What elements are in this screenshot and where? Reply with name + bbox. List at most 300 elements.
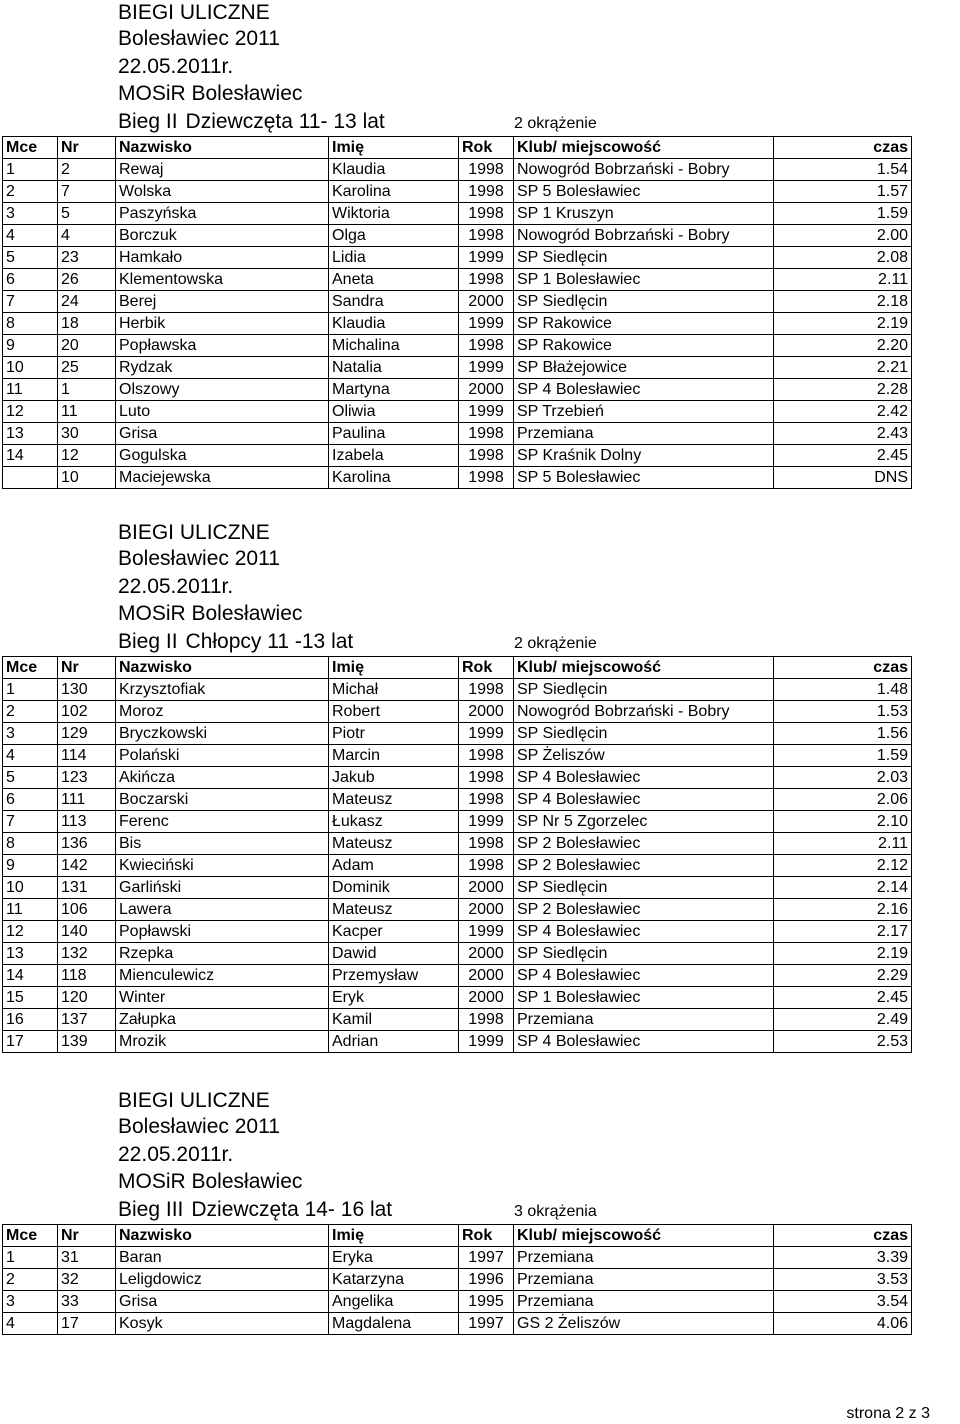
table-row [3,291,912,313]
race-name: Bieg II [118,110,178,133]
table-cell: Nowogród Bobrzański - Bobry [514,225,774,247]
table-cell: 8 [3,833,58,855]
table-cell: 2 [58,159,116,181]
table-cell: 2.08 [774,247,912,269]
column-header: Imię [329,137,459,159]
column-header: Klub/ miejscowość [514,1225,774,1247]
table-cell: Przemiana [514,1291,774,1313]
table-cell: 2.42 [774,401,912,423]
table-cell: 1 [3,679,58,701]
table-cell: Popławski [116,921,329,943]
table-cell: 130 [58,679,116,701]
table-row [3,335,912,357]
table-cell: Berej [116,291,329,313]
table-row [3,313,912,335]
table-cell: Olszowy [116,379,329,401]
table-row [3,1247,912,1269]
table-cell: SP 4 Bolesławiec [514,379,774,401]
table-cell: 4.06 [774,1313,912,1335]
table-row [3,203,912,225]
table-cell: Mateusz [329,899,459,921]
table-cell: SP Nr 5 Zgorzelec [514,811,774,833]
table-cell: Marcin [329,745,459,767]
table-cell: 25 [58,357,116,379]
table-cell: 1997 [459,1247,514,1269]
table-row [3,1313,912,1335]
table-cell: SP 4 Bolesławiec [514,1031,774,1053]
table-cell: SP Siedlęcin [514,877,774,899]
table-cell: Łukasz [329,811,459,833]
table-cell: 2000 [459,987,514,1009]
table-cell: SP 1 Kruszyn [514,203,774,225]
table-cell: 13 [3,423,58,445]
table-cell: Piotr [329,723,459,745]
event-title: BIEGI ULICZNE [118,521,270,544]
table-cell: SP Żeliszów [514,745,774,767]
laps-count: 2 okrążenie [514,115,597,132]
event-city: Bolesławiec 2011 [118,547,280,570]
table-cell: 102 [58,701,116,723]
table-cell: 26 [58,269,116,291]
table-row [3,467,912,489]
table-cell: Lawera [116,899,329,921]
table-cell: Michał [329,679,459,701]
column-header: czas [774,1225,912,1247]
table-cell: 2000 [459,379,514,401]
table-cell: SP 4 Bolesławiec [514,965,774,987]
table-cell: Bryczkowski [116,723,329,745]
table-row [3,1031,912,1053]
table-cell: Przemiana [514,1247,774,1269]
table-cell: 1998 [459,767,514,789]
table-cell: 4 [3,745,58,767]
table-cell: 1.56 [774,723,912,745]
table-cell: 20 [58,335,116,357]
table-cell: SP 2 Bolesławiec [514,833,774,855]
table-cell: Adam [329,855,459,877]
table-cell: 2000 [459,943,514,965]
table-cell: 1999 [459,357,514,379]
table-cell: 4 [58,225,116,247]
table-cell: 1999 [459,247,514,269]
table-cell: Natalia [329,357,459,379]
table-row [3,921,912,943]
table-cell: 11 [58,401,116,423]
table-cell: 30 [58,423,116,445]
table-cell: 5 [58,203,116,225]
race-title [118,629,353,655]
table-row [3,423,912,445]
column-header: czas [774,657,912,679]
table-cell: 1998 [459,855,514,877]
event-date: 22.05.2011r. [118,575,234,598]
table-cell: Ferenc [116,811,329,833]
table-cell: Przemysław [329,965,459,987]
table-row [3,357,912,379]
table-cell: 12 [3,401,58,423]
table-cell: 139 [58,1031,116,1053]
table-cell: Oliwia [329,401,459,423]
table-cell: Wolska [116,181,329,203]
table-cell: 1999 [459,811,514,833]
table-cell: 16 [3,1009,58,1031]
table-cell: 8 [3,313,58,335]
table-cell: SP 4 Bolesławiec [514,921,774,943]
table-cell: 2.19 [774,943,912,965]
table-cell: 114 [58,745,116,767]
table-cell: 2 [3,181,58,203]
table-cell: 131 [58,877,116,899]
table-cell: Katarzyna [329,1269,459,1291]
table-cell: Herbik [116,313,329,335]
table-cell: Rewaj [116,159,329,181]
table-cell: 1998 [459,269,514,291]
table-cell: 1996 [459,1269,514,1291]
column-header: czas [774,137,912,159]
table-cell: Michalina [329,335,459,357]
table-cell: 2.16 [774,899,912,921]
event-city: Bolesławiec 2011 [118,27,280,50]
table-cell: 2.20 [774,335,912,357]
table-cell: DNS [774,467,912,489]
table-cell: 17 [58,1313,116,1335]
column-header: Nazwisko [116,1225,329,1247]
table-cell: 137 [58,1009,116,1031]
table-cell: 1 [3,159,58,181]
table-cell: 140 [58,921,116,943]
table-cell: Borczuk [116,225,329,247]
table-cell: Garliński [116,877,329,899]
table-cell: Dominik [329,877,459,899]
column-header: Rok [459,137,514,159]
table-cell: 14 [3,965,58,987]
column-header: Rok [459,1225,514,1247]
table-cell: SP 4 Bolesławiec [514,789,774,811]
table-cell: 12 [3,921,58,943]
table-cell: Kwieciński [116,855,329,877]
table-row [3,833,912,855]
table-cell: SP 4 Bolesławiec [514,767,774,789]
table-cell: Karolina [329,181,459,203]
table-cell: 2.14 [774,877,912,899]
table-cell: Robert [329,701,459,723]
column-header: Nr [58,657,116,679]
table-cell: 129 [58,723,116,745]
table-cell: 33 [58,1291,116,1313]
table-cell: Grisa [116,423,329,445]
table-cell: SP Siedlęcin [514,247,774,269]
table-cell: 6 [3,269,58,291]
table-cell: Przemiana [514,423,774,445]
race-name: Bieg III [118,1198,184,1221]
page-number: strona 2 z 3 [846,1405,930,1422]
table-cell: Olga [329,225,459,247]
table-cell: Sandra [329,291,459,313]
table-cell: SP 2 Bolesławiec [514,855,774,877]
event-organizer: MOSiR Bolesławiec [118,1170,303,1193]
results-table [2,656,912,1053]
table-cell: 136 [58,833,116,855]
table-cell: SP Siedlęcin [514,943,774,965]
column-header: Nr [58,137,116,159]
table-cell: 11 [3,899,58,921]
table-cell: 1998 [459,159,514,181]
table-cell: 1999 [459,401,514,423]
race-title [118,1197,392,1223]
table-cell: Mienculewicz [116,965,329,987]
table-row [3,767,912,789]
table-cell: SP 2 Bolesławiec [514,899,774,921]
table-cell: 1998 [459,423,514,445]
table-cell: Wiktoria [329,203,459,225]
column-header: Klub/ miejscowość [514,137,774,159]
table-cell: 1.59 [774,203,912,225]
table-cell: 2000 [459,701,514,723]
table-cell: 1999 [459,921,514,943]
table-cell: 17 [3,1031,58,1053]
table-row [3,269,912,291]
table-cell: Mateusz [329,789,459,811]
table-row [3,877,912,899]
table-cell: 12 [58,445,116,467]
race-category: Dziewczęta 11- 13 lat [185,110,385,133]
results-table [2,1224,912,1335]
table-row [3,701,912,723]
table-cell: Gogulska [116,445,329,467]
column-header: Mce [3,137,58,159]
table-cell: Polański [116,745,329,767]
table-row [3,789,912,811]
table-cell: Mrozik [116,1031,329,1053]
table-cell: Leligdowicz [116,1269,329,1291]
race-category: Chłopcy 11 -13 lat [185,630,354,653]
table-cell: 2.49 [774,1009,912,1031]
table-cell: SP 5 Bolesławiec [514,181,774,203]
table-cell: 10 [3,357,58,379]
table-cell: 1.59 [774,745,912,767]
laps-count: 3 okrążenia [514,1203,597,1220]
column-header: Nr [58,1225,116,1247]
column-header: Klub/ miejscowość [514,657,774,679]
table-row [3,899,912,921]
table-cell: 3 [3,1291,58,1313]
table-cell: 2 [3,1269,58,1291]
table-row [3,965,912,987]
table-cell: 1998 [459,445,514,467]
table-cell: 4 [3,1313,58,1335]
table-cell: 1999 [459,1031,514,1053]
table-cell: Lidia [329,247,459,269]
table-cell: 1998 [459,833,514,855]
table-cell: 111 [58,789,116,811]
table-cell: Klaudia [329,313,459,335]
laps-count: 2 okrążenie [514,635,597,652]
table-cell: 32 [58,1269,116,1291]
table-cell: SP Rakowice [514,335,774,357]
table-cell: Luto [116,401,329,423]
table-cell: SP Kraśnik Dolny [514,445,774,467]
table-cell: 1.53 [774,701,912,723]
table-cell: 1998 [459,1009,514,1031]
table-cell: 1 [58,379,116,401]
table-cell: 118 [58,965,116,987]
table-cell: 9 [3,335,58,357]
table-cell: SP Siedlęcin [514,291,774,313]
table-row [3,679,912,701]
table-cell: 2.19 [774,313,912,335]
table-cell: 2.06 [774,789,912,811]
table-header-row [3,657,912,679]
table-cell: 23 [58,247,116,269]
table-cell: Karolina [329,467,459,489]
table-cell: 2000 [459,291,514,313]
table-cell: 1999 [459,723,514,745]
table-cell: GS 2 Żeliszów [514,1313,774,1335]
table-cell: 1998 [459,679,514,701]
table-cell: 2.03 [774,767,912,789]
table-cell: 2.17 [774,921,912,943]
table-cell: SP 1 Bolesławiec [514,269,774,291]
table-cell: Kosyk [116,1313,329,1335]
table-cell: Mateusz [329,833,459,855]
event-title: BIEGI ULICZNE [118,1,270,24]
table-cell: 2.18 [774,291,912,313]
table-cell: Izabela [329,445,459,467]
column-header: Mce [3,1225,58,1247]
race-category: Dziewczęta 14- 16 lat [191,1198,393,1221]
table-cell: 10 [3,877,58,899]
table-cell: Rydzak [116,357,329,379]
table-cell: Krzysztofiak [116,679,329,701]
event-organizer: MOSiR Bolesławiec [118,82,303,105]
table-cell: Martyna [329,379,459,401]
table-cell: 3 [3,203,58,225]
table-cell: 132 [58,943,116,965]
race-name: Bieg II [118,630,178,653]
table-cell: 1998 [459,745,514,767]
table-cell: Adrian [329,1031,459,1053]
table-row [3,1291,912,1313]
table-cell: 7 [3,291,58,313]
table-cell: Boczarski [116,789,329,811]
table-cell: SP Siedlęcin [514,723,774,745]
table-cell: 2.29 [774,965,912,987]
table-row [3,987,912,1009]
table-cell: Jakub [329,767,459,789]
table-cell: Kamil [329,1009,459,1031]
table-cell: Bis [116,833,329,855]
table-cell: 2 [3,701,58,723]
table-cell: 11 [3,379,58,401]
event-organizer: MOSiR Bolesławiec [118,602,303,625]
table-row [3,1269,912,1291]
table-row [3,855,912,877]
race-title [118,109,385,135]
table-cell: Eryk [329,987,459,1009]
table-cell: 123 [58,767,116,789]
table-cell: Przemiana [514,1269,774,1291]
table-cell: 3 [3,723,58,745]
table-cell: SP Siedlęcin [514,679,774,701]
table-cell: 24 [58,291,116,313]
table-cell: 1.57 [774,181,912,203]
table-cell: 2.53 [774,1031,912,1053]
table-cell: 2.43 [774,423,912,445]
table-cell: 18 [58,313,116,335]
table-cell: 1998 [459,203,514,225]
table-cell: Eryka [329,1247,459,1269]
table-row [3,225,912,247]
table-cell: Kacper [329,921,459,943]
table-cell: 31 [58,1247,116,1269]
table-row [3,811,912,833]
table-cell: 2.00 [774,225,912,247]
table-cell: 120 [58,987,116,1009]
table-cell: 14 [3,445,58,467]
table-cell: Moroz [116,701,329,723]
table-row [3,445,912,467]
column-header: Mce [3,657,58,679]
results-table [2,136,912,489]
table-cell: 2.11 [774,269,912,291]
table-cell: 2.21 [774,357,912,379]
table-cell: 1995 [459,1291,514,1313]
table-cell: Angelika [329,1291,459,1313]
table-cell: 15 [3,987,58,1009]
table-cell: Aneta [329,269,459,291]
table-cell: SP Błażejowice [514,357,774,379]
table-cell: 4 [3,225,58,247]
column-header: Nazwisko [116,657,329,679]
table-row [3,181,912,203]
table-cell: 142 [58,855,116,877]
table-cell: 9 [3,855,58,877]
table-cell: 3.53 [774,1269,912,1291]
table-cell: SP Trzebień [514,401,774,423]
table-cell: 13 [3,943,58,965]
table-header-row [3,137,912,159]
table-cell: Paulina [329,423,459,445]
table-cell: Maciejewska [116,467,329,489]
table-cell: 1999 [459,313,514,335]
table-cell: 1998 [459,181,514,203]
table-cell: 2.10 [774,811,912,833]
table-cell: 1998 [459,335,514,357]
table-cell: 7 [3,811,58,833]
table-row [3,379,912,401]
table-cell: 7 [58,181,116,203]
table-cell [3,467,58,489]
table-cell: Grisa [116,1291,329,1313]
column-header: Imię [329,1225,459,1247]
table-cell: 2.12 [774,855,912,877]
table-cell: 2.11 [774,833,912,855]
table-cell: Klementowska [116,269,329,291]
table-cell: 3.39 [774,1247,912,1269]
table-row [3,745,912,767]
table-header-row [3,1225,912,1247]
table-cell: 5 [3,247,58,269]
table-cell: Winter [116,987,329,1009]
table-cell: Dawid [329,943,459,965]
table-row [3,723,912,745]
event-date: 22.05.2011r. [118,1143,234,1166]
table-row [3,247,912,269]
table-cell: 1.48 [774,679,912,701]
table-cell: Popławska [116,335,329,357]
table-row [3,159,912,181]
column-header: Rok [459,657,514,679]
